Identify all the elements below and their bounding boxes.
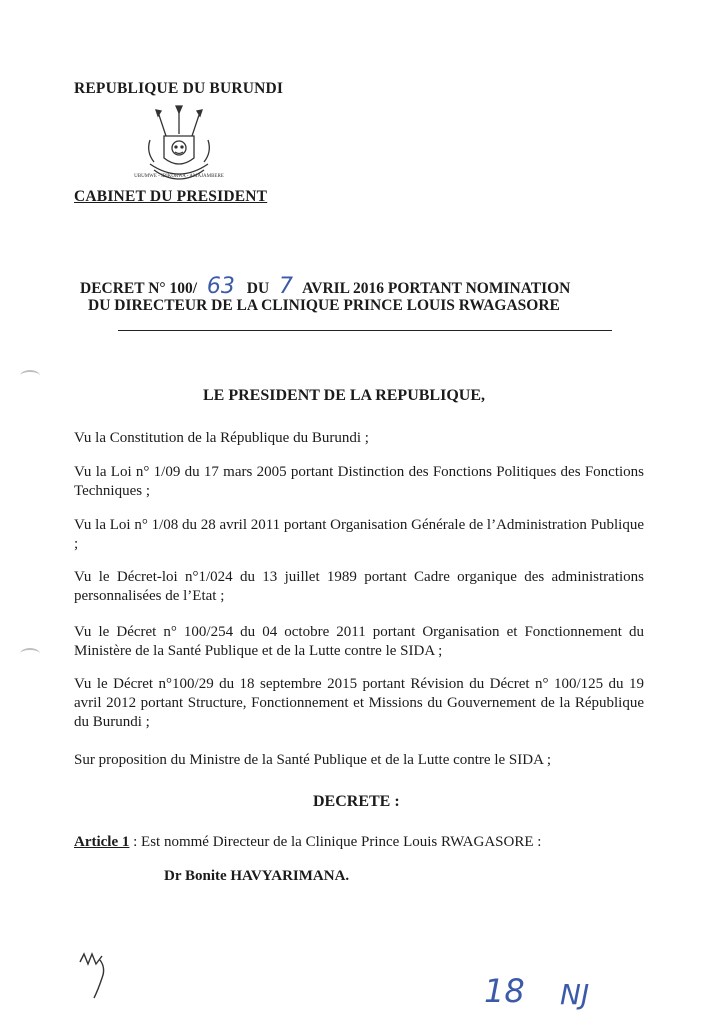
consideration-item: Vu la Loi n° 1/08 du 28 avril 2011 portant Organisation Générale de l’Administration Publique ; <box>74 517 644 552</box>
decree-number-prefix: DECRET N° 100/ <box>80 280 198 297</box>
consideration-item: Vu la Loi n° 1/09 du 17 mars 2005 portant Distinction des Fonctions Politiques des Fonctions Techniques ; <box>74 464 644 499</box>
consideration-item: Vu le Décret-loi n°1/024 du 13 juillet 1989 portant Cadre organique des administrations personnalisées de l’Etat ; <box>74 569 644 604</box>
republic-heading: REPUBLIQUE DU BURUNDI <box>74 80 284 97</box>
margin-mark <box>20 370 40 382</box>
handwritten-day: 7 <box>279 274 294 299</box>
coat-of-arms-emblem <box>134 106 224 188</box>
decree-title-line2: DU DIRECTEUR DE LA CLINIQUE PRINCE LOUIS RWAGASORE <box>88 297 560 314</box>
decrete-heading: DECRETE : <box>313 793 400 810</box>
handwritten-initials-right: NJ <box>560 978 590 1011</box>
appointee-name <box>164 868 349 885</box>
consideration-item: Vu le Décret n°100/29 du 18 septembre 2015 portant Révision du Décret n° 100/125 du 19 avril 2012 portant Structure, Fonctionnement et Missions du Gouvernement de la République du Burundi ; <box>74 676 644 730</box>
cabinet-heading: CABINET DU PRESIDENT <box>74 188 268 205</box>
consideration-item: Vu la Constitution de la République du Burundi ; <box>74 430 369 446</box>
decree-title-rest: AVRIL 2016 PORTANT NOMINATION <box>302 280 571 297</box>
consideration-item: Vu le Décret n° 100/254 du 04 octobre 2011 portant Organisation et Fonctionnement du Ministère de la Santé Publique et de la Lutte contre le SIDA ; <box>74 624 644 659</box>
decree-title-line1 <box>80 274 640 299</box>
handwritten-initials-left <box>76 948 116 1000</box>
decree-du: DU <box>246 280 270 297</box>
article-1-text: : Est nommé Directeur de la Clinique Prince Louis RWAGASORE : <box>129 834 542 850</box>
coat-of-arms-motto: UBUMWE - IBIKORWA - AMAJAMBERE <box>134 174 224 179</box>
margin-mark <box>20 648 40 660</box>
handwritten-decree-number: 63 <box>206 274 235 299</box>
handwritten-page-number: 18 <box>484 972 525 1010</box>
title-separator <box>118 330 612 331</box>
president-heading: LE PRESIDENT DE LA REPUBLIQUE, <box>203 387 485 404</box>
appointee-title-name: Dr Bonite HAVYARIMANA. <box>164 868 350 884</box>
article-1 <box>74 834 541 851</box>
article-1-label: Article 1 <box>74 834 130 850</box>
consideration-item: Sur proposition du Ministre de la Santé Publique et de la Lutte contre le SIDA ; <box>74 752 552 768</box>
